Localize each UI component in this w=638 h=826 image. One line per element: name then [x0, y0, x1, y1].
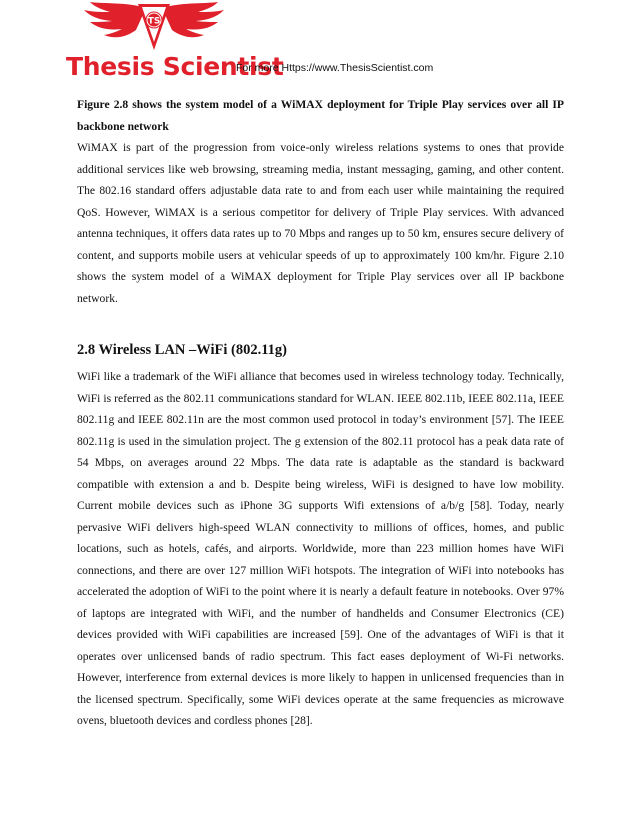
document-body [77, 94, 564, 732]
paragraph-wifi: WiFi like a trademark of the WiFi alliance that becomes used in wireless technology today. Technically, WiFi is referred as the 802.11 communications standard for WLAN. IEEE 802.11b, IEEE 802.11a, IEEE 802.11g and IEEE 802.11n are the most common used protocol in today’s environment [57]. The IEEE 802.11g is used in the simulation project. The g extension of the 802.11 protocol has a peak data rate of 54 Mbps, on averages around 22 Mbps. The data rate is adaptable as the standard is backward compatible with extension a and b. Despite being wireless, WiFi is designed to have low mobility. Current mobile devices such as iPhone 3G supports Wifi extensions of a/b/g [58]. Today, nearly pervasive WiFi delivers high-speed WLAN connectivity to millions of offices, homes, and public locations, such as hotels, cafés, and airports. Worldwide, more than 223 million homes have WiFi connections, and there are over 127 million WiFi hotspots. The integration of WiFi into notebooks has accelerated the adoption of WiFi to the point where it is nearly a default feature in notebooks. Over 97% of laptops are integrated with WiFi, and the number of handhelds and Consumer Electronics (CE) devices provided with WiFi capabilities are increased [59]. One of the advantages of WiFi is that it operates over unlicensed bands of radio spectrum. This fact eases deployment of Wi-Fi networks. However, interference from external devices is more likely to happen in unlicensed frequencies than in the licensed spectrum. Specifically, some WiFi devices operate at the same frequencies as microwave ovens, bluetooth devices and cordless phones [28]. [77, 370, 564, 727]
figure-caption: Figure 2.8 shows the system model of a WiMAX deployment for Triple Play services over all IP backbone network [77, 98, 564, 133]
section-heading: 2.8 Wireless LAN –WiFi (802.11g) [77, 342, 287, 358]
page-header [66, 0, 576, 84]
logo-wordmark: Thesis Scientist [66, 52, 284, 81]
paragraph-wimax: WiMAX is part of the progression from voice-only wireless relations systems to ones that provide additional services like web browsing, streaming media, instant messaging, gaming, and other content. The 802.16 standard offers adjustable data rate to and from each user while maintaining the required QoS. However, WiMAX is a serious competitor for delivery of Triple Play services. With advanced antenna techniques, it offers data rates up to 70 Mbps and ranges up to 50 km, ensures secure delivery of content, and supports mobile users at vehicular speeds of up to approximately 100 km/hr. Figure 2.10 shows the system model of a WiMAX deployment for Triple Play services over all IP backbone network. [77, 141, 564, 305]
logo-monogram: TS [147, 16, 161, 27]
thesis-scientist-logo-icon [76, 0, 232, 54]
website-link[interactable]: For more Https://www.ThesisScientist.com [236, 62, 434, 74]
